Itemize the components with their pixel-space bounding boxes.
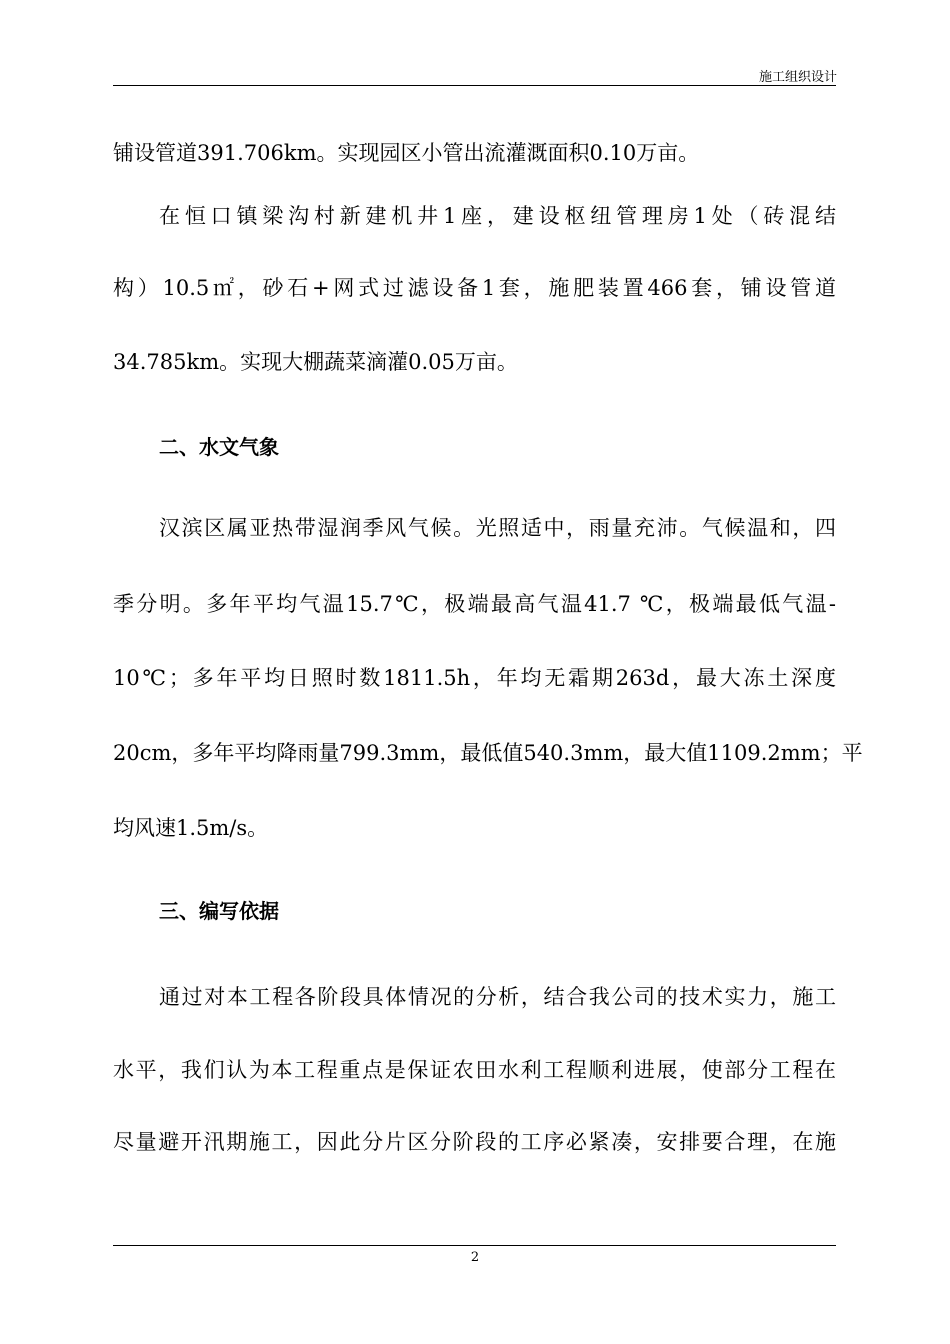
running-header: 施工组织设计: [758, 70, 837, 85]
paragraph-line: 构）10.5㎡，砂石+网式过滤设备1套，施肥装置466套，铺设管道: [113, 276, 836, 300]
paragraph-line: 铺设管道391.706km。实现园区小管出流灌溉面积0.10万亩。: [113, 141, 700, 165]
paragraph-line: 尽量避开汛期施工，因此分片区分阶段的工序必紧凑，安排要合理，在施: [113, 1130, 836, 1154]
section-heading: 二、水文气象: [159, 435, 279, 459]
section-heading: 三、编写依据: [159, 899, 279, 923]
footer-rule: [113, 1245, 836, 1246]
header-rule: [113, 85, 836, 86]
paragraph-line: 34.785km。实现大棚蔬菜滴灌0.05万亩。: [113, 350, 518, 374]
paragraph-line: 汉滨区属亚热带湿润季风气候。光照适中，雨量充沛。气候温和，四: [159, 516, 836, 540]
paragraph-line: 在恒口镇梁沟村新建机井1座，建设枢纽管理房1处（砖混结: [159, 204, 836, 228]
paragraph-line: 水平，我们认为本工程重点是保证农田水利工程顺利进展，使部分工程在: [113, 1058, 836, 1082]
page-number: 2: [470, 1250, 480, 1265]
paragraph-line: 均风速1.5m/s。: [113, 816, 269, 840]
paragraph-line: 通过对本工程各阶段具体情况的分析，结合我公司的技术实力，施工: [159, 985, 836, 1009]
paragraph-line: 季分明。多年平均气温15.7℃，极端最高气温41.7 ℃，极端最低气温-: [113, 592, 836, 616]
paragraph-line: 10℃；多年平均日照时数1811.5h，年均无霜期263d，最大冻土深度: [113, 666, 836, 690]
paragraph-line: 20cm，多年平均降雨量799.3mm，最低值540.3mm，最大值1109.2mm；平: [113, 741, 863, 765]
